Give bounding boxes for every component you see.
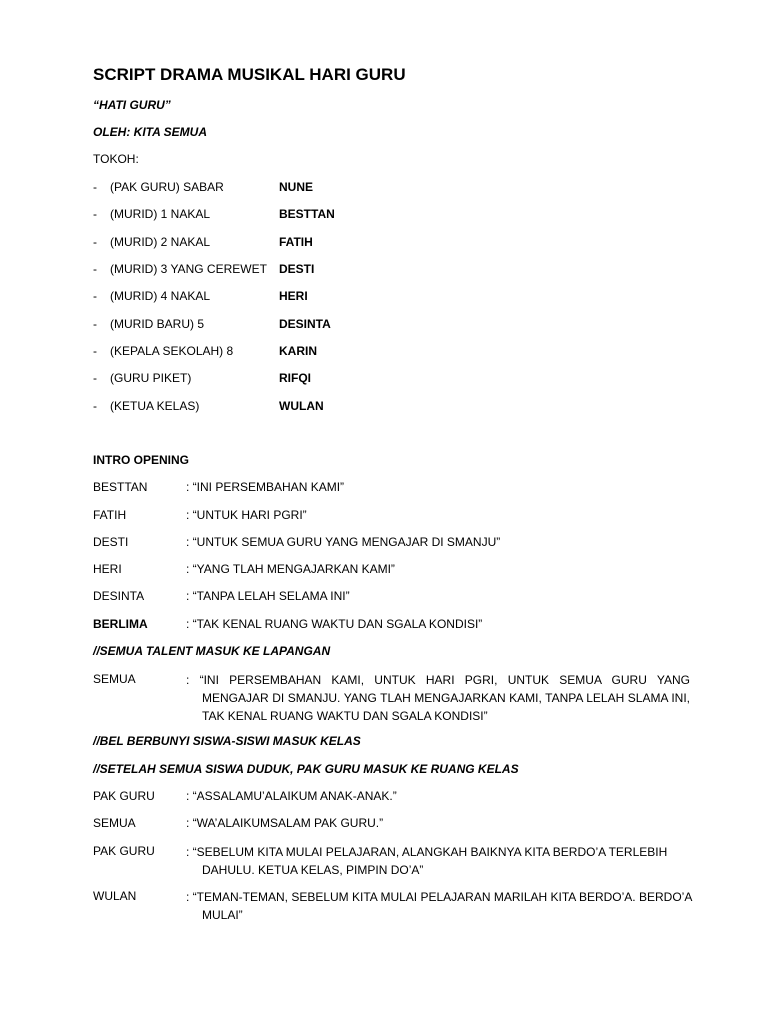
play-subtitle: “HATI GURU” [93,98,171,112]
intro-heading: INTRO OPENING [93,453,190,467]
cast-bullet: - [93,371,97,385]
dialog-speaker: PAK GURU [93,789,155,803]
cast-bullet: - [93,207,97,221]
cast-role: (GURU PIKET) [110,371,192,385]
dialog-line: : “UNTUK SEMUA GURU YANG MENGAJAR DI SMANJU” [186,535,501,549]
cast-bullet: - [93,180,97,194]
cast-role: (PAK GURU) SABAR [110,180,224,194]
cast-actor: FATIH [279,235,313,249]
dialog-speaker: WULAN [93,889,137,903]
dialog-speaker: PAK GURU [93,844,155,858]
dialog-line: : “YANG TLAH MENGAJARKAN KAMI” [186,562,395,576]
dialog-speaker: BERLIMA [93,617,148,631]
cast-actor: DESTI [279,262,315,276]
dialog-line: : “UNTUK HARI PGRI” [186,508,307,522]
cast-bullet: - [93,317,97,331]
cast-bullet: - [93,399,97,413]
stage-direction: //BEL BERBUNYI SISWA-SISWI MASUK KELAS [93,734,361,748]
cast-actor: DESINTA [279,317,331,331]
cast-actor: NUNE [279,180,314,194]
cast-heading: TOKOH: [93,152,139,166]
dialog-line: : “INI PERSEMBAHAN KAMI” [186,480,345,494]
cast-actor: RIFQI [279,371,311,385]
cast-actor: BESTTAN [279,207,335,221]
dialog-speaker: BESTTAN [93,480,148,494]
cast-actor: KARIN [279,344,317,358]
dialog-line: : “WA’ALAIKUMSALAM PAK GURU.” [186,816,384,830]
dialog-speaker: HERI [93,562,122,576]
cast-actor: WULAN [279,399,324,413]
dialog-speaker: DESINTA [93,589,145,603]
cast-bullet: - [93,344,97,358]
dialog-line: : “INI PERSEMBAHAN KAMI, UNTUK HARI PGRI, UNTUK SEMUA GURU YANG MENGAJAR DI SMANJU. YANG TLAH MENGAJARKAN KAMI, TANPA LELAH SLAMA INI, TAK KENAL RUANG WAKTU DAN SGALA KONDISI” [186,673,690,723]
cast-bullet: - [93,262,97,276]
cast-role: (MURID) 1 NAKAL [110,207,211,221]
stage-direction: //SEMUA TALENT MASUK KE LAPANGAN [93,644,331,658]
dialog-line: : “ASSALAMU’ALAIKUM ANAK-ANAK.” [186,789,397,803]
dialog-speaker: FATIH [93,508,127,522]
dialog-line: : “SEBELUM KITA MULAI PELAJARAN, ALANGKAH BAIKNYA KITA BERDO’A TERLEBIH DAHULU. KETUA KELAS, PIMPIN DO’A” [186,845,668,877]
stage-direction: //SETELAH SEMUA SISWA DUDUK, PAK GURU MASUK KE RUANG KELAS [93,762,519,776]
dialog-line: : “TEMAN-TEMAN, SEBELUM KITA MULAI PELAJARAN MARILAH KITA BERDO’A. BERDO’A MULAI” [186,890,692,922]
cast-role: (MURID) 2 NAKAL [110,235,211,249]
dialog-speaker: SEMUA [93,816,136,830]
cast-role: (MURID) 4 NAKAL [110,289,211,303]
cast-role: (KETUA KELAS) [110,399,200,413]
dialog-speaker: DESTI [93,535,129,549]
dialog-line: : “TANPA LELAH SELAMA INI” [186,589,350,603]
author-line: OLEH: KITA SEMUA [93,125,207,139]
cast-role: (MURID BARU) 5 [110,317,205,331]
cast-role: (KEPALA SEKOLAH) 8 [110,344,234,358]
cast-actor: HERI [279,289,308,303]
dialog-line: : “TAK KENAL RUANG WAKTU DAN SGALA KONDISI” [186,617,483,631]
document-title: SCRIPT DRAMA MUSIKAL HARI GURU [93,65,406,84]
cast-bullet: - [93,235,97,249]
dialog-speaker: SEMUA [93,672,136,686]
cast-bullet: - [93,289,97,303]
cast-role: (MURID) 3 YANG CEREWET [110,262,267,276]
